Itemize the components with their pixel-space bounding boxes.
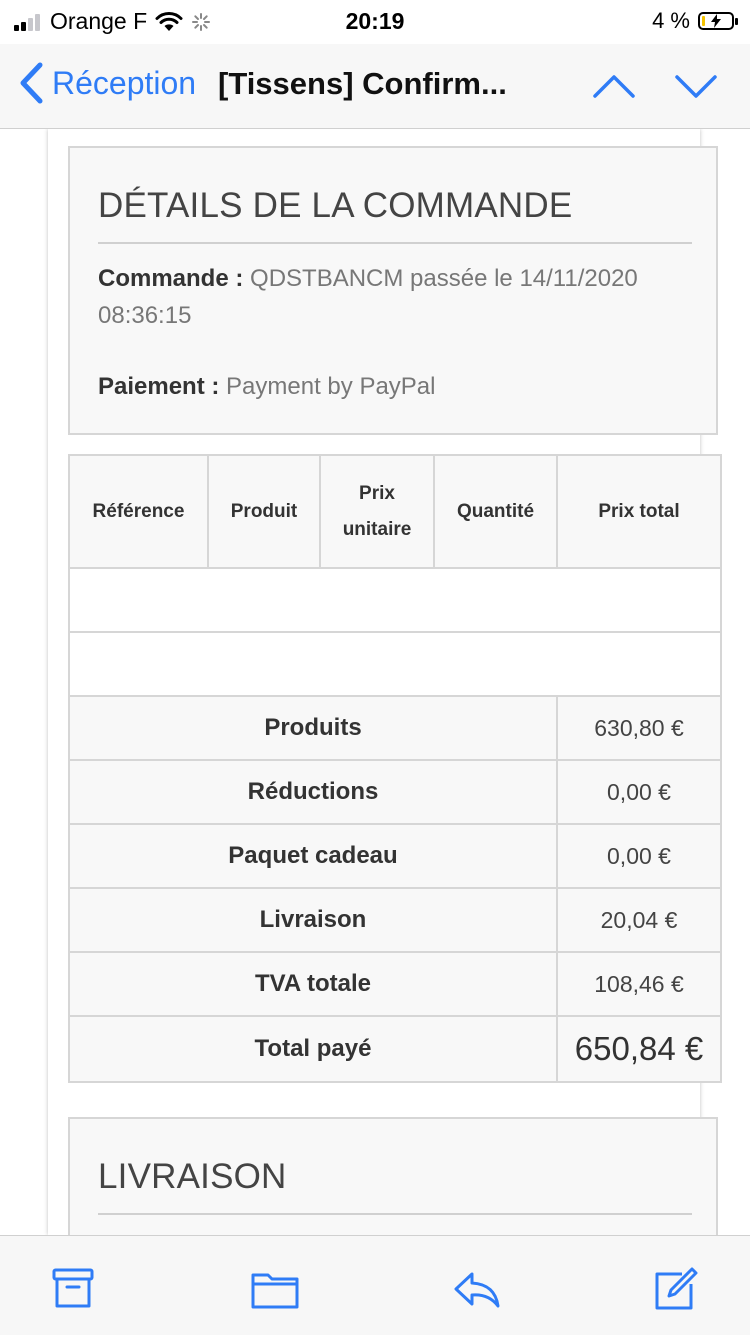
summary-label: Total payé (69, 1016, 557, 1082)
order-value: QDSTBANCM passée le 14/11/2020 08:36:15 (98, 265, 638, 329)
total-paid-value: 650,84 € (557, 1016, 721, 1082)
order-table (68, 454, 722, 1083)
delivery-panel (68, 1117, 718, 1235)
summary-label: Réductions (69, 760, 557, 824)
delivery-heading: LIVRAISON (98, 1157, 287, 1196)
summary-value: 0,00 € (557, 824, 721, 888)
column-header-quantity: Quantité (434, 455, 557, 568)
archive-icon[interactable] (48, 1266, 98, 1312)
battery-percent: 4 % (652, 8, 690, 33)
order-details-heading: DÉTAILS DE LA COMMANDE (98, 186, 573, 225)
message-subject: [Tissens] Confirm... (218, 66, 507, 101)
column-header-total-price: Prix total (557, 455, 721, 568)
carrier-name: Orange F (50, 8, 148, 34)
summary-label: Livraison (69, 888, 557, 952)
summary-label: Paquet cadeau (69, 824, 557, 888)
payment-value: Payment by PayPal (226, 373, 436, 400)
summary-row-discounts (69, 760, 721, 824)
payment-label: Paiement : (98, 373, 220, 400)
battery-info (652, 8, 734, 34)
summary-row-products (69, 696, 721, 760)
summary-label: Produits (69, 696, 557, 760)
order-reference (98, 260, 698, 334)
order-details-panel (68, 146, 718, 435)
column-header-unit-price (320, 455, 434, 568)
summary-label: TVA totale (69, 952, 557, 1016)
reply-icon[interactable] (452, 1266, 502, 1312)
folder-icon[interactable] (250, 1266, 300, 1312)
column-header-product: Produit (208, 455, 320, 568)
back-button[interactable] (18, 62, 196, 104)
summary-value: 20,04 € (557, 888, 721, 952)
order-label: Commande : (98, 265, 244, 292)
compose-icon[interactable] (652, 1266, 702, 1312)
payment-method (98, 368, 698, 405)
summary-row-vat (69, 952, 721, 1016)
status-bar (0, 0, 750, 44)
bottom-toolbar (0, 1235, 750, 1335)
summary-value: 108,46 € (557, 952, 721, 1016)
table-row (69, 568, 721, 632)
summary-row-shipping (69, 888, 721, 952)
next-message-button[interactable] (674, 68, 718, 104)
summary-value: 630,80 € (557, 696, 721, 760)
email-body[interactable] (0, 129, 750, 1235)
clock: 20:19 (345, 8, 405, 34)
table-row (69, 632, 721, 696)
summary-row-gift-wrap (69, 824, 721, 888)
navigation-bar (0, 44, 750, 129)
previous-message-button[interactable] (592, 68, 636, 104)
battery-icon (698, 12, 734, 30)
summary-row-total-paid (69, 1016, 721, 1082)
summary-value: 0,00 € (557, 760, 721, 824)
column-header-reference: Référence (69, 455, 208, 568)
unit-price-label: Prix unitaire (342, 482, 412, 540)
divider (98, 242, 692, 244)
divider (98, 1213, 692, 1215)
chevron-left-icon (18, 62, 44, 104)
table-header-row (69, 455, 721, 568)
back-label: Réception (52, 64, 197, 101)
